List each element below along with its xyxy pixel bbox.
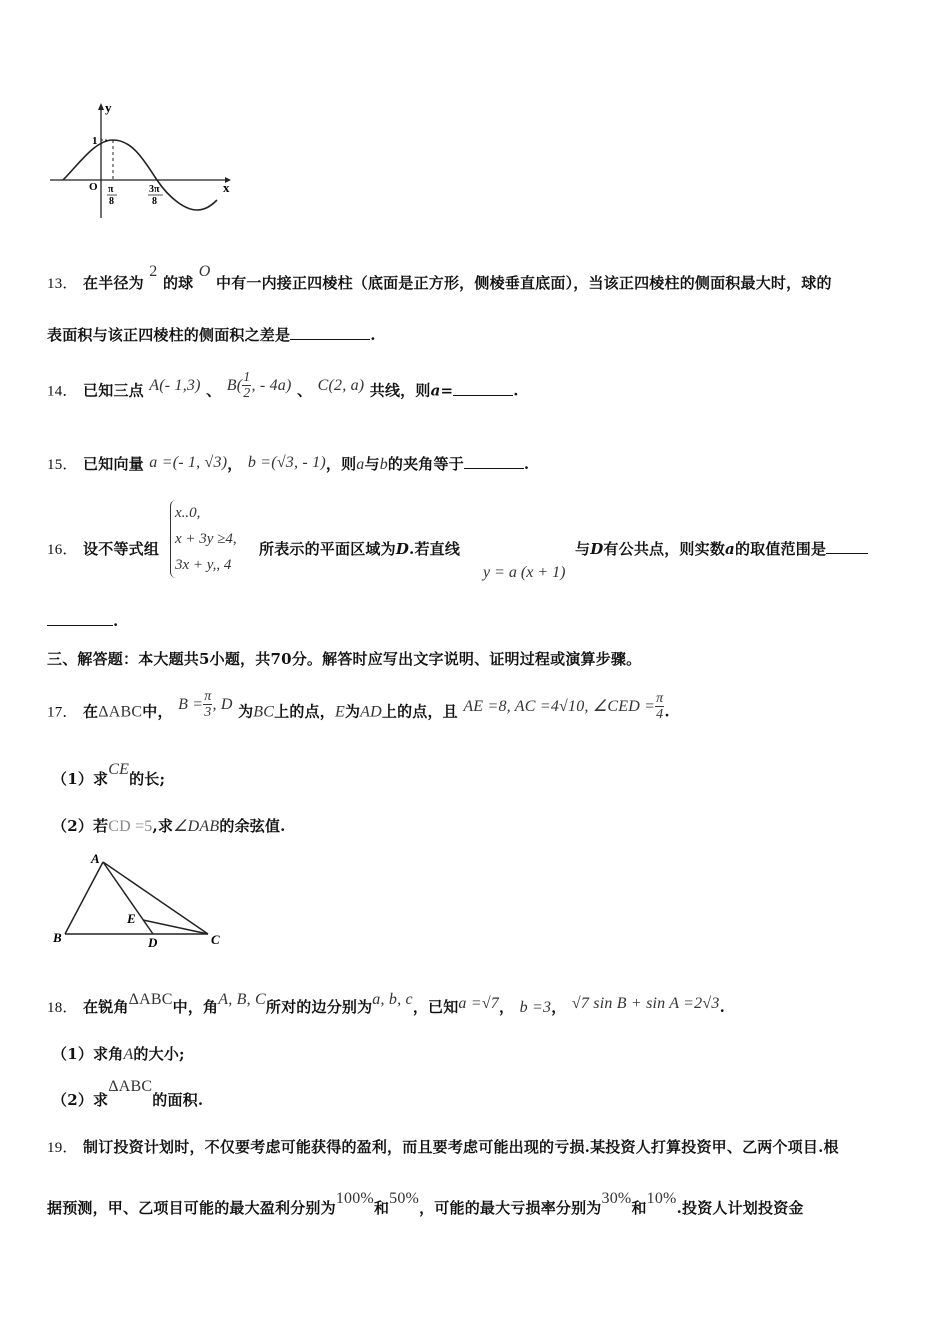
q17-p1-var: CE [108, 761, 130, 778]
q18-a-value: a =√7 [458, 995, 499, 1012]
q17-p2-cond: CD =5 [108, 818, 153, 835]
q19-and-1: 和 [373, 1199, 390, 1217]
q17-b-eq: B = [178, 695, 204, 713]
q17-triangle: ΔABC [98, 703, 143, 721]
q15-text-3: 与 [364, 455, 380, 473]
q16-D1: D [395, 540, 410, 558]
q13-text-2: 的球 [162, 274, 194, 292]
q19-p2: 50% [389, 1190, 420, 1207]
q16-a: a [725, 540, 735, 558]
question-15 [47, 453, 529, 474]
x-tick2-den: 8 [152, 196, 157, 207]
q18-triangle: ΔABC [128, 991, 173, 1008]
q16-text-1: 设不等式组 [83, 540, 160, 558]
q17-text-4: 上的点， [274, 702, 335, 721]
q15-text-4: 的夹角等于 [387, 455, 464, 473]
question-13-line2 [47, 324, 376, 345]
q17-bc: BC [253, 703, 275, 721]
q15-a: a [356, 456, 365, 473]
x-tick1-num: π [108, 184, 114, 195]
q18-end: . [719, 998, 725, 1016]
q18-p1-var: A [123, 1046, 134, 1063]
q14-end: . [513, 381, 519, 400]
q17-p1-label: （1）求 [52, 770, 109, 788]
q18-text-2: 中，角 [172, 998, 219, 1016]
q18-p2-end: 的面积. [152, 1091, 204, 1109]
q13-text-1: 在半径为 [83, 274, 144, 292]
q17-p2-mid: ,求 [152, 817, 174, 835]
q13-end: . [370, 326, 376, 344]
q16-text-2: 所表示的平面区域为 [259, 540, 396, 558]
q17-p1-end: 的长; [129, 770, 166, 788]
q14-point-b-den: 2 [243, 386, 251, 401]
question-16-system [170, 500, 237, 578]
y-tick-label: 1 [92, 135, 98, 147]
q17-b-num: π [204, 689, 212, 704]
q15-b: b [379, 456, 388, 473]
q17-cond-den: 4 [656, 707, 664, 722]
q18-b-value: b =3 [519, 999, 552, 1016]
q16-ineq-2: x + 3y ≥4, [175, 531, 237, 547]
label-b: B [53, 930, 62, 945]
q16-text-4: 与 [575, 540, 591, 558]
q14-point-b-num: 1 [243, 370, 251, 385]
q14-answer-blank[interactable] [453, 383, 513, 396]
q18-text-1: 在锐角 [83, 998, 129, 1016]
q19-text-1: 制订投资计划时，不仅要考虑可能获得的盈利，而且要考虑可能出现的亏损.某投资人打算投资甲、乙两个项目.根 [83, 1138, 839, 1156]
q14-var: a [430, 381, 441, 400]
q18-equation: √7 sin B + sin A =2√3 [571, 995, 720, 1012]
q15-comma: ， [227, 455, 243, 473]
section-3-heading: 三、解答题：本大题共5小题，共70分。解答时应写出文字说明、证明过程或演算步骤。 [47, 650, 642, 668]
q16-inequality-system [170, 500, 237, 578]
q18-angles: A, B, C [218, 991, 266, 1008]
origin-label: O [89, 181, 98, 193]
q18-sep: ， [499, 998, 515, 1016]
y-axis-label: y [105, 100, 112, 115]
q17-part-1 [52, 761, 166, 789]
q14-sep-2: 、 [296, 381, 313, 400]
sine-curve [63, 140, 217, 210]
q17-part-2 [52, 815, 286, 836]
q18-part-1 [52, 1043, 185, 1064]
q14-point-b-post: , - 4a) [251, 376, 292, 394]
question-13 [47, 263, 832, 293]
q18-number: 18． [47, 1000, 78, 1016]
q16-text-5: 有公共点，则实数 [603, 540, 726, 558]
x-tick1-den: 8 [109, 196, 114, 207]
q19-p1: 100% [335, 1190, 374, 1207]
q13-number: 13． [47, 276, 78, 292]
q14-sep-1: 、 [206, 381, 222, 400]
function-graph [45, 100, 245, 225]
q15-end: . [523, 455, 530, 473]
q15-text-1: 已知向量 [83, 455, 144, 473]
q17-b-den: 3 [204, 705, 212, 720]
q17-ad: AD [360, 703, 382, 721]
q18-part-2 [52, 1078, 204, 1110]
q15-vector-b: b =(√3, - 1) [247, 454, 326, 471]
q19-text-2: 据预测，甲、乙项目可能的最大盈利分别为 [47, 1199, 336, 1217]
q18-text-4: ，已知 [412, 998, 459, 1016]
q13-center: O [198, 263, 211, 280]
q19-text-4: .投资人计划投资金 [676, 1199, 804, 1217]
q14-point-b-pre: B( [226, 376, 243, 394]
q16-answer-blank-2[interactable] [47, 613, 113, 626]
y-axis-arrow [98, 103, 104, 110]
question-17 [47, 689, 670, 728]
q17-text-2: 中， [142, 702, 173, 721]
q15-answer-blank[interactable] [464, 456, 524, 469]
q14-text-1: 已知三点 [83, 381, 144, 400]
q16-text-3: .若直线 [409, 540, 461, 558]
question-16 [47, 538, 159, 559]
q19-p4: 10% [646, 1190, 677, 1207]
q18-p2-label: （2）求 [52, 1091, 109, 1109]
q17-text-3: 为 [238, 702, 254, 721]
question-16-cont [259, 538, 460, 559]
q14-point-a: A(- 1,3) [149, 376, 201, 394]
q14-eq: = [440, 381, 454, 400]
q13-radius: 2 [149, 263, 158, 280]
q18-p1-end: 的大小; [133, 1045, 185, 1063]
triangle-figure [50, 850, 230, 950]
question-14 [47, 370, 519, 407]
q18-text-3: 所对的边分别为 [265, 998, 373, 1016]
q17-d: , D [212, 695, 233, 713]
label-c: C [211, 932, 220, 947]
q16-text-6: 的取值范围是 [734, 540, 827, 558]
label-a: A [91, 851, 100, 866]
label-e: E [127, 911, 136, 926]
x-axis-label: x [223, 180, 230, 195]
q17-text-5: 为 [344, 702, 361, 721]
question-16-line2 [47, 612, 118, 630]
side-ab [65, 862, 103, 934]
q17-e: E [334, 703, 345, 721]
q18-p1-label: （1）求角 [52, 1045, 124, 1063]
question-19-line2 [47, 1190, 804, 1218]
q17-condition: AE =8, AC =4√10, ∠CED = [463, 697, 656, 715]
q17-number: 17． [47, 704, 78, 721]
q17-end: . [664, 702, 670, 721]
q13-answer-blank[interactable] [290, 327, 370, 340]
q14-number: 14． [47, 383, 78, 400]
q16-ineq-3: 3x + y,, 4 [175, 557, 232, 573]
q19-text-3: ，可能的最大亏损率分别为 [419, 1199, 602, 1217]
q13-text-4: 表面积与该正四棱柱的侧面积之差是 [47, 326, 291, 344]
q17-p2-label: （2）若 [52, 817, 109, 835]
q16-answer-blank-1[interactable] [826, 541, 868, 554]
q19-number: 19． [47, 1140, 78, 1156]
q17-text-6: 上的点，且 [381, 702, 458, 721]
q16-ineq-1: x..0, [175, 505, 201, 521]
q13-text-3: 中有一内接正四棱柱（底面是正方形，侧棱垂直底面），当该正四棱柱的侧面积最大时，球的 [215, 274, 832, 292]
q17-p2-var: ∠DAB [173, 818, 220, 835]
q17-text-1: 在 [83, 702, 99, 721]
x-tick2-num: 3π [149, 184, 160, 195]
q18-p2-var: ΔABC [108, 1078, 153, 1095]
q14-point-c: C(2, a) [317, 376, 365, 394]
q15-number: 15． [47, 457, 78, 473]
q15-text-2: ，则 [325, 455, 357, 473]
q19-p3: 30% [601, 1190, 632, 1207]
q18-sides: a, b, c [372, 991, 413, 1008]
q17-p2-end: 的余弦值. [219, 817, 286, 835]
q16-line-eq: y = a (x + 1) [483, 564, 566, 581]
q19-and-2: 和 [631, 1199, 647, 1217]
q15-vector-a: a =(- 1, √3) [149, 454, 228, 471]
question-19 [47, 1136, 839, 1157]
question-18 [47, 991, 725, 1017]
q14-text-2: 共线，则 [369, 381, 431, 400]
label-d: D [148, 935, 158, 950]
q18-sep-2: ， [551, 998, 567, 1016]
q16-D2: D [590, 540, 604, 558]
q17-cond-num: π [656, 691, 664, 706]
q16-end: . [113, 612, 119, 630]
question-16-cont2 [575, 538, 868, 559]
q16-number: 16． [47, 542, 78, 558]
